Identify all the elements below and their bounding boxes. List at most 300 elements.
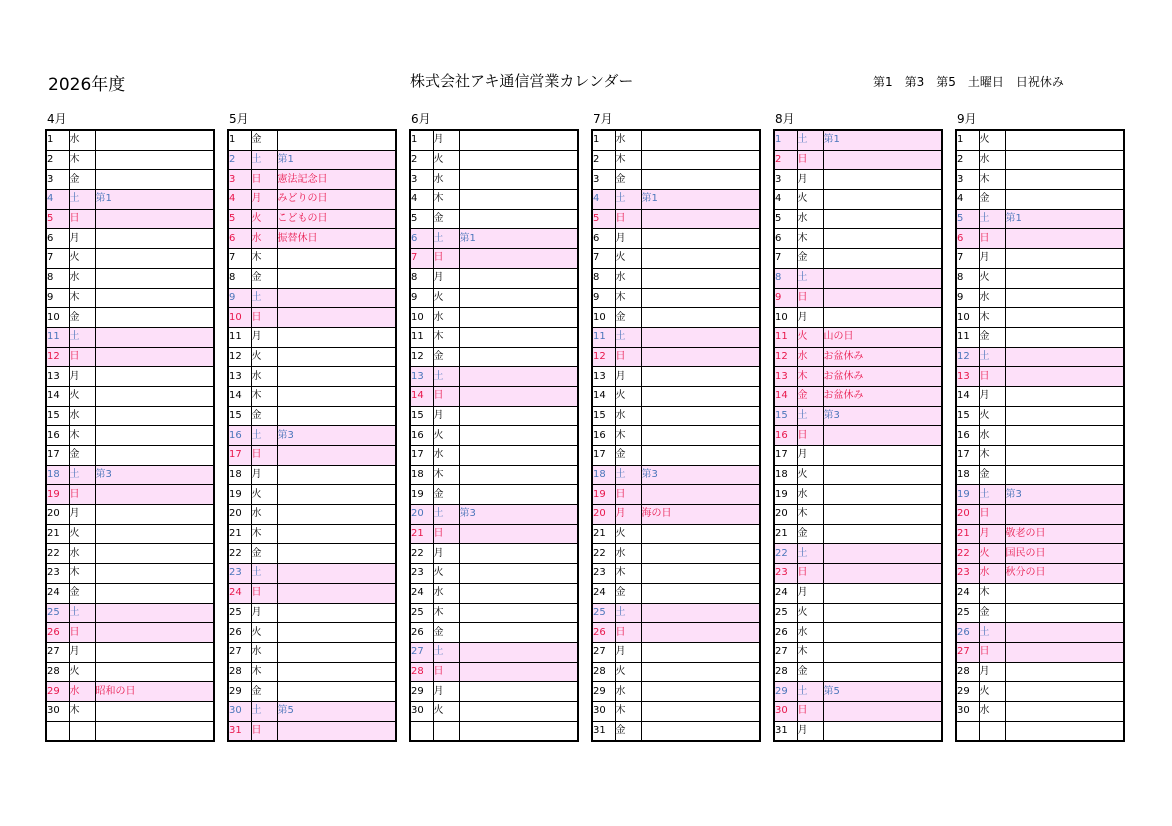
- weekday-cell: 土: [979, 209, 1005, 229]
- calendar-row: [592, 544, 760, 564]
- note-cell: [823, 721, 942, 741]
- day-cell: 29: [774, 682, 797, 702]
- day-cell: 9: [46, 288, 69, 308]
- calendar-row: [774, 642, 942, 662]
- day-cell: 24: [774, 583, 797, 603]
- calendar-row: [228, 386, 396, 406]
- day-cell: 17: [592, 446, 615, 466]
- calendar-row: [228, 623, 396, 643]
- note-cell: [95, 524, 214, 544]
- day-cell: 7: [956, 249, 979, 269]
- note-cell: [459, 603, 578, 623]
- calendar-row: [228, 327, 396, 347]
- day-cell: 1: [46, 130, 69, 150]
- calendar-row: [410, 701, 578, 721]
- calendar-row: [410, 623, 578, 643]
- day-cell: 22: [956, 544, 979, 564]
- note-cell: [277, 623, 396, 643]
- note-cell: [459, 209, 578, 229]
- day-cell: 13: [956, 367, 979, 387]
- note-cell: [641, 642, 760, 662]
- calendar-row: [46, 446, 214, 466]
- weekday-cell: 火: [433, 564, 459, 584]
- note-cell: [641, 623, 760, 643]
- day-cell: 6: [592, 229, 615, 249]
- note-cell: [459, 623, 578, 643]
- weekday-cell: 月: [615, 229, 641, 249]
- note-cell: [823, 249, 942, 269]
- note-cell: [1005, 386, 1124, 406]
- note-cell: [95, 386, 214, 406]
- note-cell: 第3: [1005, 485, 1124, 505]
- month-table: [409, 129, 579, 742]
- calendar-row: [410, 564, 578, 584]
- day-cell: 14: [956, 386, 979, 406]
- weekday-cell: 月: [69, 642, 95, 662]
- day-cell: 28: [774, 662, 797, 682]
- note-cell: [823, 446, 942, 466]
- calendar-row: [228, 150, 396, 170]
- month-panel: [409, 110, 579, 742]
- weekday-cell: 水: [979, 701, 1005, 721]
- note-cell: [823, 288, 942, 308]
- calendar-row: [774, 308, 942, 328]
- note-cell: 第1: [277, 150, 396, 170]
- calendar-row: [228, 485, 396, 505]
- calendar-row: [592, 367, 760, 387]
- note-cell: [823, 426, 942, 446]
- weekday-cell: 金: [251, 268, 277, 288]
- note-cell: 振替休日: [277, 229, 396, 249]
- note-cell: [277, 721, 396, 741]
- calendar-row: [592, 465, 760, 485]
- note-cell: [277, 268, 396, 288]
- note-cell: [641, 682, 760, 702]
- weekday-cell: 月: [615, 505, 641, 525]
- weekday-cell: 金: [615, 721, 641, 741]
- day-cell: 25: [46, 603, 69, 623]
- day-cell: 6: [774, 229, 797, 249]
- weekday-cell: 火: [69, 386, 95, 406]
- calendar-row: [956, 327, 1124, 347]
- calendar-row: [46, 623, 214, 643]
- calendar-row: [46, 583, 214, 603]
- calendar-row: [956, 347, 1124, 367]
- calendar-row: [774, 249, 942, 269]
- weekday-cell: 金: [69, 583, 95, 603]
- calendar-row: [774, 465, 942, 485]
- weekday-cell: 水: [69, 544, 95, 564]
- day-cell: 20: [774, 505, 797, 525]
- note-cell: [641, 229, 760, 249]
- month-panel: [45, 110, 215, 742]
- day-cell: 20: [592, 505, 615, 525]
- weekday-cell: 金: [615, 446, 641, 466]
- calendar-row: [774, 564, 942, 584]
- note-cell: [823, 701, 942, 721]
- calendar-row: [410, 170, 578, 190]
- day-cell: 1: [774, 130, 797, 150]
- day-cell: 23: [410, 564, 433, 584]
- note-cell: [95, 701, 214, 721]
- weekday-cell: 月: [433, 268, 459, 288]
- day-cell: 5: [592, 209, 615, 229]
- note-cell: [641, 150, 760, 170]
- day-cell: 24: [410, 583, 433, 603]
- day-cell: 9: [592, 288, 615, 308]
- note-cell: [459, 386, 578, 406]
- weekday-cell: 日: [797, 288, 823, 308]
- note-cell: [1005, 229, 1124, 249]
- calendar-row: [228, 564, 396, 584]
- weekday-cell: 土: [251, 288, 277, 308]
- day-cell: 14: [46, 386, 69, 406]
- note-cell: [459, 249, 578, 269]
- note-cell: [823, 642, 942, 662]
- note-cell: [277, 524, 396, 544]
- weekday-cell: 月: [797, 446, 823, 466]
- weekday-cell: [979, 721, 1005, 741]
- day-cell: 25: [956, 603, 979, 623]
- note-cell: [1005, 367, 1124, 387]
- day-cell: 21: [592, 524, 615, 544]
- calendar-row: [774, 406, 942, 426]
- calendar-row: [228, 308, 396, 328]
- weekday-cell: 金: [251, 406, 277, 426]
- calendar-row: [410, 446, 578, 466]
- day-cell: 16: [410, 426, 433, 446]
- calendar-row: [228, 682, 396, 702]
- calendar-row: [956, 682, 1124, 702]
- note-cell: [95, 564, 214, 584]
- note-cell: [823, 662, 942, 682]
- calendar-row: [592, 505, 760, 525]
- calendar-row: [956, 209, 1124, 229]
- weekday-cell: 月: [615, 367, 641, 387]
- note-cell: 山の日: [823, 327, 942, 347]
- note-cell: [1005, 642, 1124, 662]
- calendar-row: [774, 190, 942, 210]
- weekday-cell: 水: [615, 406, 641, 426]
- weekday-cell: 火: [251, 485, 277, 505]
- note-cell: 第3: [641, 465, 760, 485]
- note-cell: [277, 446, 396, 466]
- calendar-row: [410, 150, 578, 170]
- calendar-row: [592, 701, 760, 721]
- calendar-row: [228, 130, 396, 150]
- month-panel: [955, 110, 1125, 742]
- calendar-row: [46, 485, 214, 505]
- calendar-row: [956, 485, 1124, 505]
- day-cell: 7: [228, 249, 251, 269]
- day-cell: 17: [228, 446, 251, 466]
- holiday-note: 第1 第3 第5 土曜日 日祝休み: [873, 75, 1064, 89]
- calendar-row: [46, 682, 214, 702]
- calendar-row: [592, 190, 760, 210]
- calendar-row: [956, 406, 1124, 426]
- weekday-cell: 金: [433, 209, 459, 229]
- weekday-cell: 日: [69, 209, 95, 229]
- calendar-row: [410, 308, 578, 328]
- day-cell: 28: [46, 662, 69, 682]
- calendar-row: [228, 426, 396, 446]
- note-cell: [459, 544, 578, 564]
- calendar-row: [592, 130, 760, 150]
- note-cell: [823, 150, 942, 170]
- calendar-row: [592, 662, 760, 682]
- note-cell: [641, 308, 760, 328]
- month-label: 7月: [593, 112, 613, 126]
- calendar-row: [592, 682, 760, 702]
- day-cell: 7: [410, 249, 433, 269]
- note-cell: [95, 426, 214, 446]
- weekday-cell: 土: [615, 603, 641, 623]
- weekday-cell: 木: [69, 564, 95, 584]
- weekday-cell: 水: [433, 446, 459, 466]
- day-cell: 18: [774, 465, 797, 485]
- note-cell: [641, 583, 760, 603]
- note-cell: [277, 682, 396, 702]
- note-cell: [823, 505, 942, 525]
- weekday-cell: [69, 721, 95, 741]
- weekday-cell: 金: [433, 623, 459, 643]
- day-cell: 4: [956, 190, 979, 210]
- day-cell: 11: [956, 327, 979, 347]
- calendar-row: [592, 623, 760, 643]
- note-cell: 国民の日: [1005, 544, 1124, 564]
- note-cell: [459, 347, 578, 367]
- calendar-row: [228, 367, 396, 387]
- day-cell: 15: [592, 406, 615, 426]
- day-cell: 18: [46, 465, 69, 485]
- weekday-cell: 月: [433, 406, 459, 426]
- calendar-row: [592, 249, 760, 269]
- calendar-row: [774, 701, 942, 721]
- calendar-row: [592, 268, 760, 288]
- day-cell: 24: [46, 583, 69, 603]
- weekday-cell: 木: [979, 446, 1005, 466]
- day-cell: 31: [774, 721, 797, 741]
- note-cell: [277, 603, 396, 623]
- note-cell: [277, 130, 396, 150]
- calendar-row: [592, 583, 760, 603]
- weekday-cell: 金: [251, 130, 277, 150]
- weekday-cell: 水: [797, 623, 823, 643]
- day-cell: [46, 721, 69, 741]
- weekday-cell: 木: [69, 288, 95, 308]
- weekday-cell: 水: [979, 150, 1005, 170]
- weekday-cell: 水: [979, 564, 1005, 584]
- weekday-cell: 月: [797, 170, 823, 190]
- month-panel: [227, 110, 397, 742]
- calendar-row: [46, 190, 214, 210]
- calendar-row: [228, 603, 396, 623]
- note-cell: [459, 485, 578, 505]
- month-label: 4月: [47, 112, 67, 126]
- day-cell: 15: [774, 406, 797, 426]
- day-cell: 27: [592, 642, 615, 662]
- note-cell: [1005, 623, 1124, 643]
- calendar-row: [774, 288, 942, 308]
- calendar-row: [592, 524, 760, 544]
- calendar-row: [774, 662, 942, 682]
- calendar-row: [956, 642, 1124, 662]
- day-cell: 15: [410, 406, 433, 426]
- note-cell: [1005, 603, 1124, 623]
- weekday-cell: 木: [251, 249, 277, 269]
- weekday-cell: 金: [979, 327, 1005, 347]
- weekday-cell: 土: [69, 190, 95, 210]
- calendar-row: [46, 603, 214, 623]
- day-cell: 30: [228, 701, 251, 721]
- day-cell: 29: [956, 682, 979, 702]
- note-cell: [1005, 426, 1124, 446]
- day-cell: 1: [956, 130, 979, 150]
- note-cell: [1005, 327, 1124, 347]
- calendar-row: [228, 249, 396, 269]
- weekday-cell: 日: [615, 623, 641, 643]
- calendar-row: [46, 465, 214, 485]
- weekday-cell: 火: [979, 544, 1005, 564]
- note-cell: [641, 347, 760, 367]
- day-cell: 9: [410, 288, 433, 308]
- weekday-cell: 火: [433, 150, 459, 170]
- day-cell: 23: [774, 564, 797, 584]
- day-cell: 23: [956, 564, 979, 584]
- calendar-row: [410, 524, 578, 544]
- calendar-row: [774, 386, 942, 406]
- day-cell: 15: [228, 406, 251, 426]
- calendar-row: [956, 465, 1124, 485]
- day-cell: 21: [410, 524, 433, 544]
- note-cell: [641, 130, 760, 150]
- month-table: [45, 129, 215, 742]
- day-cell: 28: [956, 662, 979, 682]
- calendar-row: [410, 426, 578, 446]
- note-cell: [641, 170, 760, 190]
- note-cell: [823, 564, 942, 584]
- calendar-row: [774, 682, 942, 702]
- weekday-cell: 土: [251, 564, 277, 584]
- weekday-cell: 火: [615, 662, 641, 682]
- calendar-row: [774, 367, 942, 387]
- note-cell: [277, 465, 396, 485]
- note-cell: [95, 170, 214, 190]
- note-cell: 第1: [641, 190, 760, 210]
- calendar-row: [410, 130, 578, 150]
- note-cell: [1005, 446, 1124, 466]
- day-cell: 10: [46, 308, 69, 328]
- note-cell: [95, 603, 214, 623]
- note-cell: [459, 327, 578, 347]
- weekday-cell: 木: [797, 367, 823, 387]
- note-cell: [641, 721, 760, 741]
- day-cell: 8: [774, 268, 797, 288]
- weekday-cell: 日: [69, 347, 95, 367]
- day-cell: 26: [46, 623, 69, 643]
- note-cell: [823, 524, 942, 544]
- calendar-row: [410, 682, 578, 702]
- day-cell: 19: [774, 485, 797, 505]
- calendar-row: [228, 288, 396, 308]
- month-panel: [591, 110, 761, 742]
- calendar-row: [956, 623, 1124, 643]
- note-cell: [1005, 505, 1124, 525]
- note-cell: [459, 288, 578, 308]
- calendar-row: [592, 564, 760, 584]
- note-cell: [459, 682, 578, 702]
- weekday-cell: 火: [797, 465, 823, 485]
- day-cell: 6: [228, 229, 251, 249]
- day-cell: 18: [592, 465, 615, 485]
- note-cell: [641, 406, 760, 426]
- note-cell: [823, 229, 942, 249]
- note-cell: 第3: [95, 465, 214, 485]
- day-cell: 24: [228, 583, 251, 603]
- day-cell: 16: [774, 426, 797, 446]
- note-cell: [641, 386, 760, 406]
- weekday-cell: 金: [615, 170, 641, 190]
- weekday-cell: 金: [69, 308, 95, 328]
- calendar-row: [46, 564, 214, 584]
- weekday-cell: 土: [433, 642, 459, 662]
- calendar-row: [228, 524, 396, 544]
- day-cell: 16: [228, 426, 251, 446]
- weekday-cell: 土: [433, 229, 459, 249]
- note-cell: [823, 544, 942, 564]
- note-cell: [641, 544, 760, 564]
- note-cell: [459, 406, 578, 426]
- calendar-row: [46, 209, 214, 229]
- weekday-cell: 火: [251, 623, 277, 643]
- weekday-cell: 土: [615, 465, 641, 485]
- day-cell: 5: [410, 209, 433, 229]
- calendar-row: [228, 268, 396, 288]
- weekday-cell: 金: [433, 347, 459, 367]
- note-cell: [459, 308, 578, 328]
- note-cell: [277, 544, 396, 564]
- calendar-row: [228, 662, 396, 682]
- note-cell: [95, 229, 214, 249]
- day-cell: 15: [956, 406, 979, 426]
- note-cell: [277, 367, 396, 387]
- day-cell: 5: [46, 209, 69, 229]
- note-cell: みどりの日: [277, 190, 396, 210]
- day-cell: 29: [228, 682, 251, 702]
- weekday-cell: 水: [433, 170, 459, 190]
- calendar-row: [46, 505, 214, 525]
- calendar-row: [956, 386, 1124, 406]
- weekday-cell: 土: [979, 347, 1005, 367]
- day-cell: 8: [46, 268, 69, 288]
- calendar-row: [46, 229, 214, 249]
- day-cell: 17: [46, 446, 69, 466]
- note-cell: 第5: [277, 701, 396, 721]
- calendar-row: [46, 249, 214, 269]
- note-cell: [1005, 583, 1124, 603]
- day-cell: [410, 721, 433, 741]
- day-cell: 10: [228, 308, 251, 328]
- calendar-row: [774, 583, 942, 603]
- note-cell: [641, 485, 760, 505]
- calendar-row: [410, 209, 578, 229]
- note-cell: [641, 662, 760, 682]
- calendar-row: [410, 406, 578, 426]
- day-cell: 22: [46, 544, 69, 564]
- page-title: 株式会社アキ通信営業カレンダー: [410, 72, 634, 90]
- weekday-cell: 日: [251, 170, 277, 190]
- note-cell: [459, 564, 578, 584]
